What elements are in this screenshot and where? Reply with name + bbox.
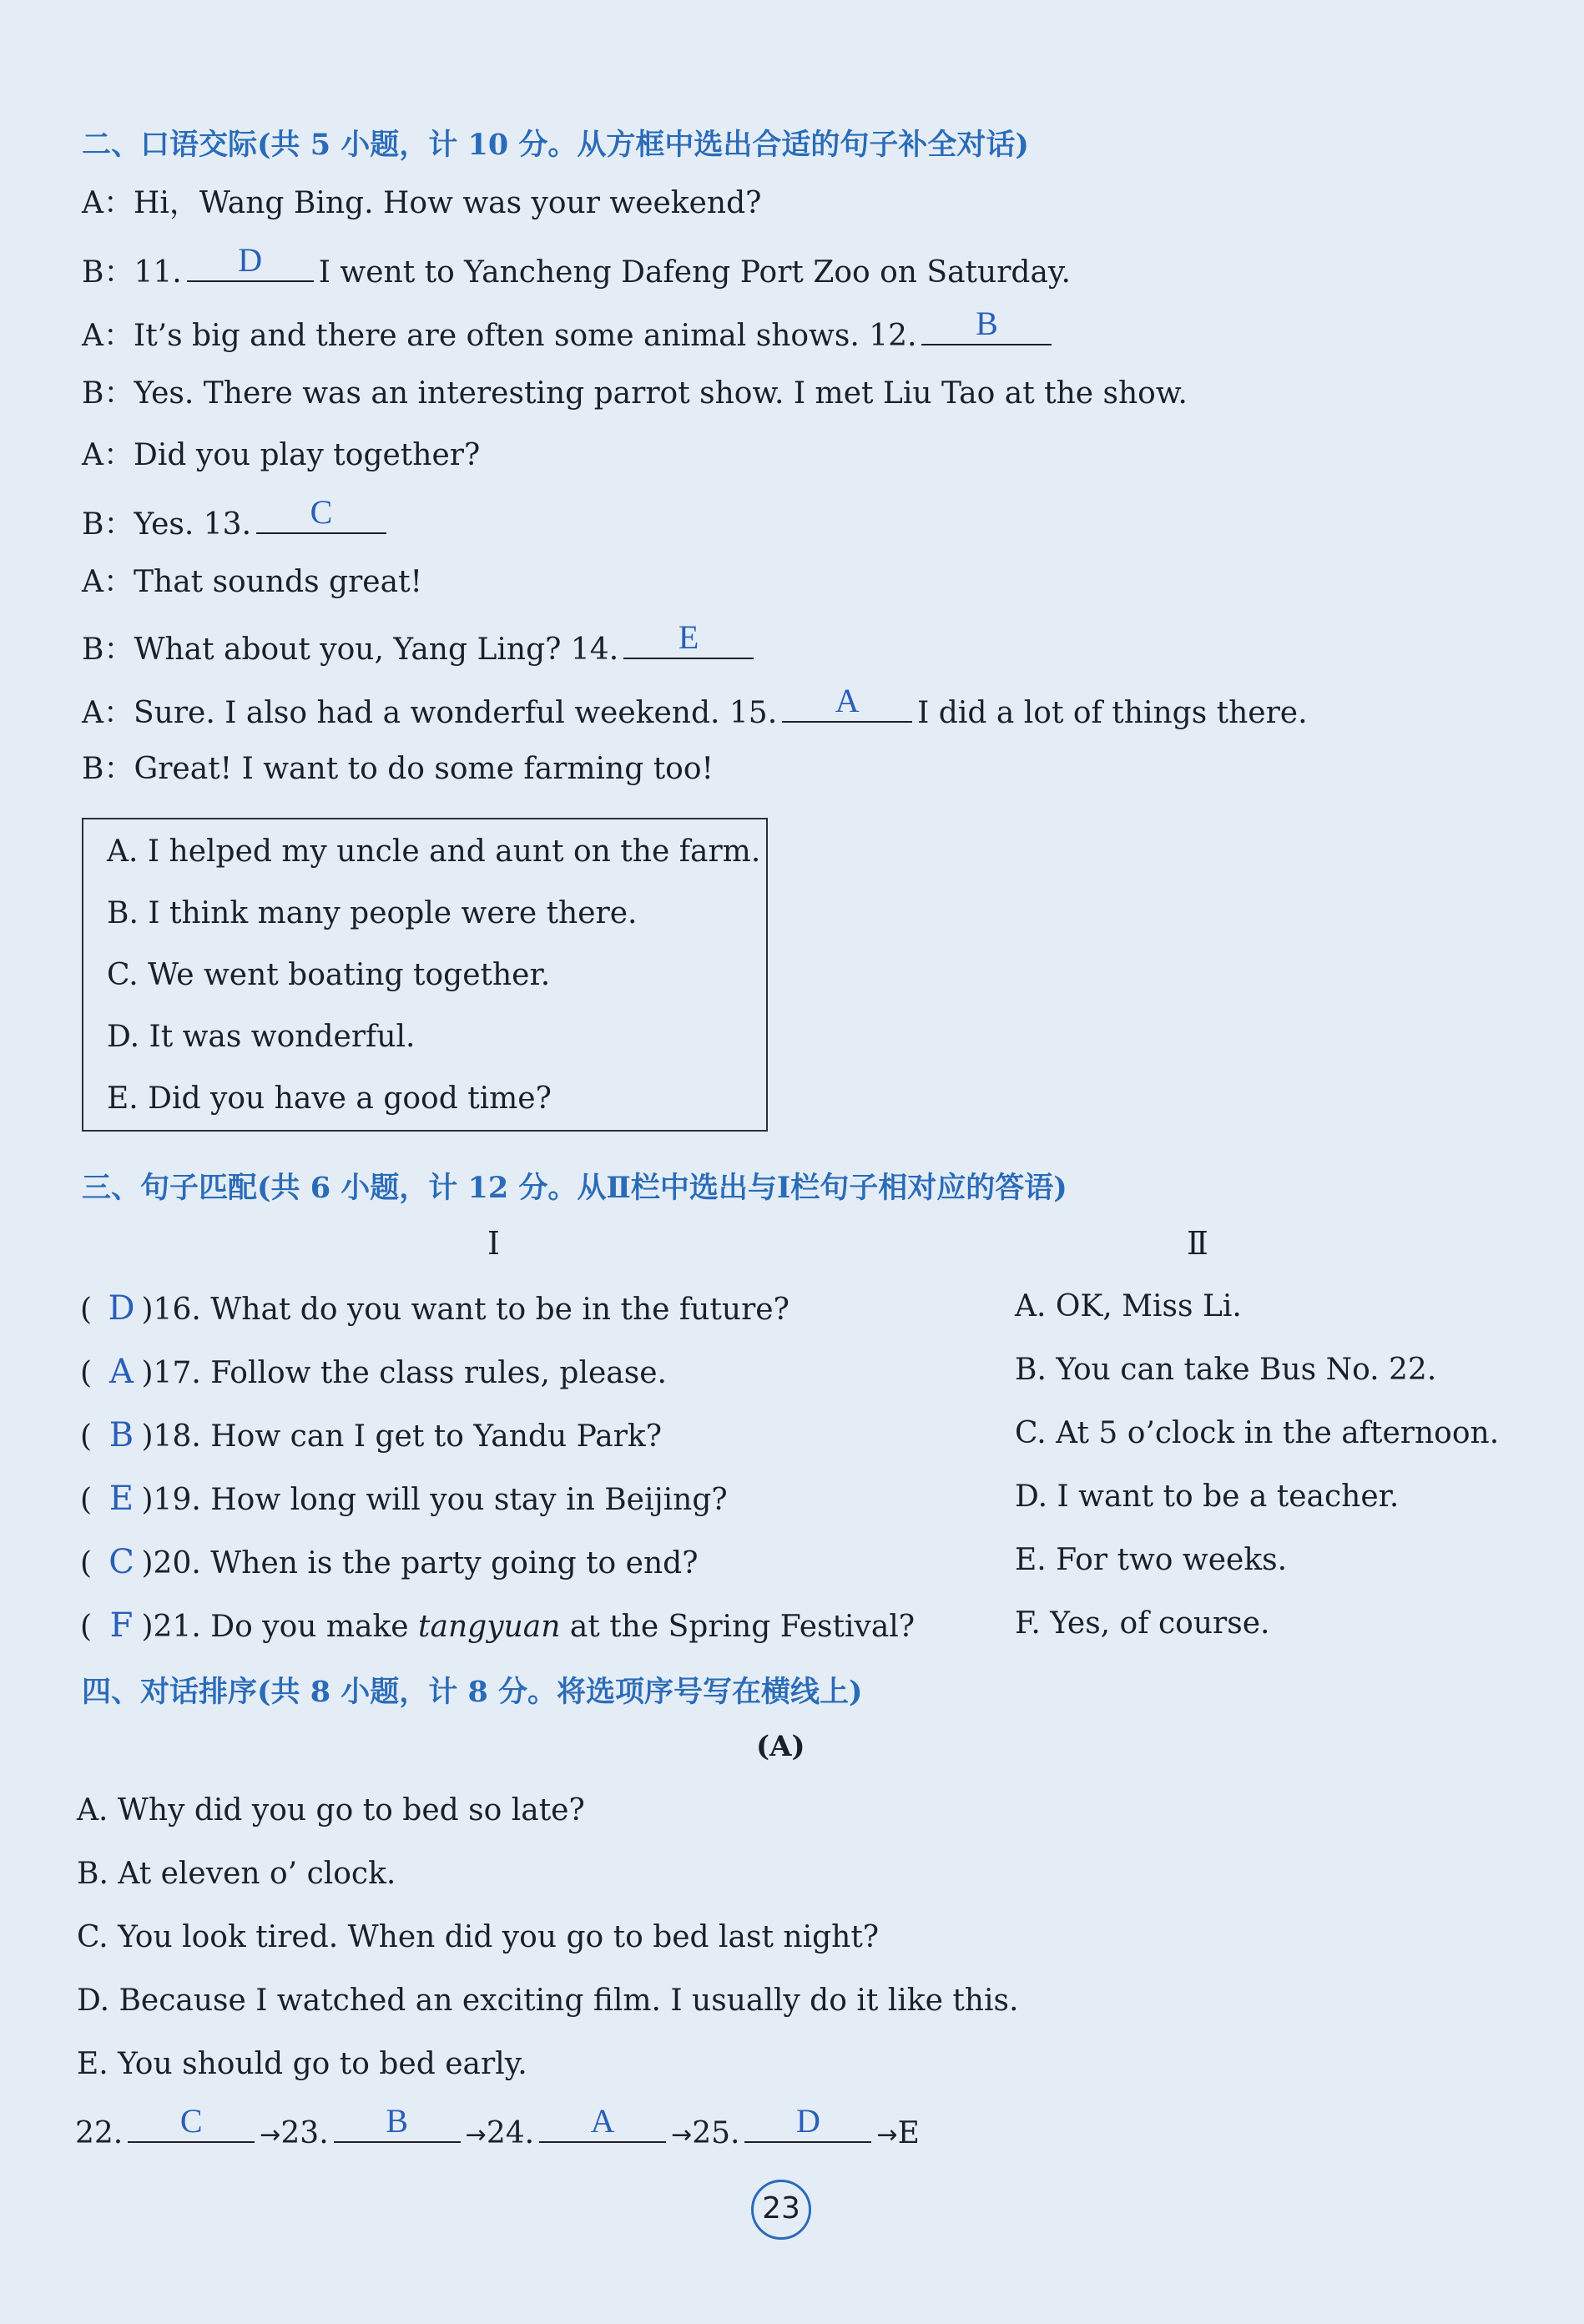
order-blank-22[interactable]: C [128,2113,255,2143]
match-option-a: A. OK, Miss Li. [1015,1289,1242,1323]
dialogue-line-10: B：Great! I want to do some farming too! [82,752,714,786]
answer-blank-12[interactable]: B [921,315,1052,345]
section3-heading: 三、句子匹配(共 6 小题，计 12 分。从Ⅱ栏中选出与Ⅰ栏句子相对应的答语) [82,1171,1067,1205]
match-option-b: B. You can take Bus No. 22. [1015,1353,1437,1387]
match-option-c: C. At 5 o’clock in the afternoon. [1015,1416,1500,1450]
match-row-19: ( E )19. How long will you stay in Beijing? [80,1480,728,1518]
option-b: B. I think many people were there. [107,896,638,930]
dialogue-line-3: A：It’s big and there are often some animal shows. 12. B [82,315,1057,351]
arrow-icon: → [260,2120,281,2150]
part-a-label: (A) [756,1730,805,1763]
answer-blank-15[interactable]: A [782,693,912,723]
match-row-16: ( D )16. What do you want to be in the future? [80,1289,789,1328]
dialogue-line-5: A：Did you play together? [82,438,481,472]
arrow-icon: → [671,2120,693,2150]
arrow-icon: → [876,2120,898,2150]
options-box [82,818,768,1132]
option-a: A. I helped my uncle and aunt on the farm. [107,834,761,869]
arrow-icon: → [465,2120,487,2150]
order-blank-25[interactable]: D [744,2113,871,2143]
sort-item-a: A. Why did you go to bed so late? [77,1793,585,1827]
dialogue-line-9: A：Sure. I also had a wonderful weekend. 15. A I did a lot of things there. [82,682,1308,730]
match-row-20: ( C )20. When is the party going to end? [80,1543,699,1581]
option-c: C. We went boating together. [107,958,551,992]
dialogue-line-1: A：Hi，Wang Bing. How was your weekend? [82,186,762,220]
dialogue-line-7: A：That sounds great! [82,565,423,599]
column-ii-header: Ⅱ [1187,1225,1208,1262]
dialogue-line-8: B：What about you, Yang Ling? 14. E [82,629,759,665]
match-row-18: ( B )18. How can I get to Yandu Park? [80,1416,663,1454]
page-number: 23 [751,2180,811,2240]
section4-heading: 四、对话排序(共 8 小题，计 8 分。将选项序号写在横线上) [82,1675,863,1709]
sort-item-c: C. You look tired. When did you go to bed last night? [77,1920,880,1954]
sort-item-e: E. You should go to bed early. [77,2047,527,2081]
order-blank-23[interactable]: B [334,2113,461,2143]
option-e: E. Did you have a good time? [107,1081,552,1116]
match-option-d: D. I want to be a teacher. [1015,1480,1400,1514]
sort-item-d: D. Because I watched an exciting film. I usually do it like this. [77,1984,1019,2018]
answer-blank-13[interactable]: C [256,504,386,534]
sort-item-b: B. At eleven o’ clock. [77,1857,396,1891]
dialogue-line-4: B：Yes. There was an interesting parrot show. I met Liu Tao at the show. [82,376,1188,411]
match-option-f: F. Yes, of course. [1015,1606,1270,1641]
dialogue-line-2: B：11. D I went to Yancheng Dafeng Port Zoo on Saturday. [82,241,1071,290]
answer-blank-14[interactable]: E [623,629,754,659]
match-row-17: ( A )17. Follow the class rules, please. [80,1353,667,1391]
section2-heading: 二、口语交际(共 5 小题，计 10 分。从方框中选出合适的句子补全对话) [82,128,1029,162]
match-row-21: ( F )21. Do you make tangyuan at the Spring Festival? [80,1606,916,1645]
order-blank-24[interactable]: A [539,2113,666,2143]
order-sequence: 22. C →23. B →24. A →25. D →E [75,2102,920,2150]
option-d: D. It was wonderful. [107,1020,416,1054]
column-i-header: Ⅰ [487,1225,501,1262]
dialogue-line-6: B：Yes. 13. C [82,504,391,540]
answer-blank-11[interactable]: D [187,252,314,282]
match-option-e: E. For two weeks. [1015,1543,1288,1577]
